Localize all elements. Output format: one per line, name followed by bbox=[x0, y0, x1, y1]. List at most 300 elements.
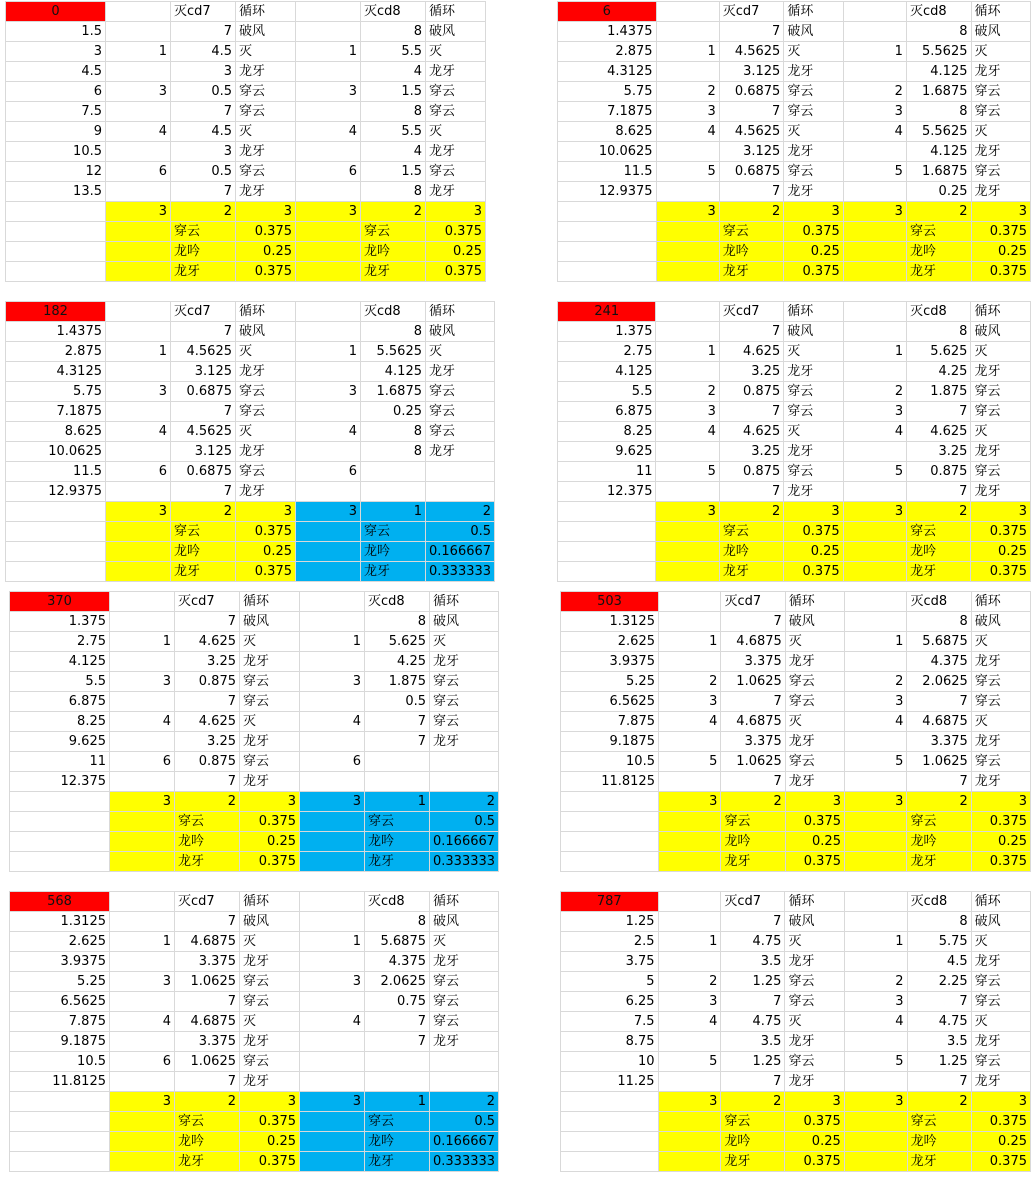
summary-pad-cell[interactable] bbox=[110, 1132, 175, 1152]
cd8-value-cell[interactable]: 1.875 bbox=[365, 672, 430, 692]
cd7-value-cell[interactable]: 0.5 bbox=[171, 82, 236, 102]
empty-cell[interactable] bbox=[561, 792, 659, 812]
cd8-value-cell[interactable]: 5.6875 bbox=[365, 932, 430, 952]
cd8-value-cell[interactable]: 4 bbox=[361, 142, 426, 162]
count8-cell[interactable]: 1 bbox=[300, 932, 365, 952]
summary-pad-cell[interactable] bbox=[110, 852, 175, 872]
count8-cell[interactable] bbox=[844, 1032, 907, 1052]
stat-label-cell[interactable]: 龙牙 bbox=[907, 1152, 971, 1172]
cycle8-cell[interactable] bbox=[426, 462, 495, 482]
cd7-value-cell[interactable]: 3.375 bbox=[721, 732, 785, 752]
cd7-value-cell[interactable]: 0.875 bbox=[175, 672, 240, 692]
cycle7-cell[interactable]: 龙牙 bbox=[784, 362, 843, 382]
count7-cell[interactable]: 1 bbox=[106, 42, 171, 62]
cd7-value-cell[interactable]: 7 bbox=[719, 482, 783, 502]
empty-cell[interactable] bbox=[561, 852, 659, 872]
time-cell[interactable]: 6.875 bbox=[558, 402, 656, 422]
count7-cell[interactable] bbox=[656, 482, 719, 502]
cycle7-cell[interactable]: 穿云 bbox=[236, 402, 296, 422]
count7-cell[interactable] bbox=[656, 362, 719, 382]
time-cell[interactable]: 10.0625 bbox=[6, 442, 106, 462]
stat-value-cell[interactable]: 0.333333 bbox=[430, 1152, 499, 1172]
count7-cell[interactable]: 6 bbox=[106, 162, 171, 182]
cycle7-cell[interactable]: 龙牙 bbox=[236, 142, 296, 162]
cd7-value-cell[interactable]: 4.5625 bbox=[719, 122, 784, 142]
cd7-value-cell[interactable]: 0.6875 bbox=[171, 382, 236, 402]
count7-cell[interactable] bbox=[656, 442, 719, 462]
summary-pad-cell[interactable] bbox=[106, 222, 171, 242]
cd7-value-cell[interactable]: 7 bbox=[175, 692, 240, 712]
count8-cell[interactable]: 4 bbox=[300, 712, 365, 732]
count-cell[interactable]: 3 bbox=[658, 792, 720, 812]
cd8-value-cell[interactable] bbox=[365, 752, 430, 772]
cd8-value-cell[interactable]: 3.5 bbox=[907, 1032, 971, 1052]
cycle8-cell[interactable]: 穿云 bbox=[430, 692, 499, 712]
time-cell[interactable]: 7.875 bbox=[10, 1012, 110, 1032]
stat-value-cell[interactable]: 0.375 bbox=[240, 812, 300, 832]
cd7-value-cell[interactable]: 7 bbox=[171, 482, 236, 502]
stat-value-cell[interactable]: 0.333333 bbox=[430, 852, 499, 872]
cd7-value-cell[interactable]: 7 bbox=[719, 322, 783, 342]
stat-value-cell[interactable]: 0.25 bbox=[240, 1132, 300, 1152]
header-cd8[interactable]: 灭cd8 bbox=[907, 892, 971, 912]
empty-cell[interactable] bbox=[843, 302, 906, 322]
time-cell[interactable]: 9 bbox=[6, 122, 106, 142]
count7-cell[interactable] bbox=[106, 402, 171, 422]
summary-pad-cell[interactable] bbox=[844, 832, 906, 852]
header-cd8[interactable]: 灭cd8 bbox=[907, 592, 971, 612]
time-cell[interactable]: 4.125 bbox=[10, 652, 110, 672]
time-cell[interactable]: 3 bbox=[6, 42, 106, 62]
header-cd7[interactable]: 灭cd7 bbox=[171, 2, 236, 22]
cycle7-cell[interactable]: 穿云 bbox=[785, 692, 844, 712]
empty-cell[interactable] bbox=[561, 812, 659, 832]
cycle8-cell[interactable]: 穿云 bbox=[971, 462, 1031, 482]
cd8-value-cell[interactable] bbox=[365, 772, 430, 792]
cycle8-cell[interactable]: 灭 bbox=[971, 932, 1030, 952]
cd7-value-cell[interactable]: 3.25 bbox=[175, 652, 240, 672]
count8-cell[interactable] bbox=[300, 1032, 365, 1052]
cd8-value-cell[interactable]: 7 bbox=[365, 712, 430, 732]
cycle8-cell[interactable]: 穿云 bbox=[426, 422, 495, 442]
count-cell[interactable]: 3 bbox=[296, 202, 361, 222]
cycle8-cell[interactable]: 灭 bbox=[430, 932, 499, 952]
count7-cell[interactable]: 6 bbox=[110, 1052, 175, 1072]
cd8-value-cell[interactable]: 5.5625 bbox=[361, 342, 426, 362]
cycle8-cell[interactable]: 穿云 bbox=[971, 402, 1031, 422]
cd7-value-cell[interactable]: 3.25 bbox=[719, 442, 783, 462]
count7-cell[interactable]: 3 bbox=[658, 692, 720, 712]
count7-cell[interactable] bbox=[110, 772, 175, 792]
cycle7-cell[interactable]: 龙牙 bbox=[784, 62, 843, 82]
cd8-value-cell[interactable]: 8 bbox=[907, 612, 971, 632]
count7-cell[interactable] bbox=[110, 1072, 175, 1092]
count8-cell[interactable]: 3 bbox=[844, 692, 906, 712]
cycle8-cell[interactable]: 破风 bbox=[971, 912, 1030, 932]
time-cell[interactable]: 7.875 bbox=[561, 712, 659, 732]
time-cell[interactable]: 9.1875 bbox=[10, 1032, 110, 1052]
cycle7-cell[interactable]: 灭 bbox=[784, 122, 843, 142]
time-cell[interactable]: 13.5 bbox=[6, 182, 106, 202]
empty-cell[interactable] bbox=[561, 1112, 659, 1132]
count7-cell[interactable]: 2 bbox=[656, 382, 719, 402]
cd7-value-cell[interactable]: 7 bbox=[175, 912, 240, 932]
stat-label-cell[interactable]: 穿云 bbox=[175, 812, 240, 832]
count-cell[interactable]: 3 bbox=[785, 1092, 844, 1112]
cd8-value-cell[interactable]: 4.25 bbox=[365, 652, 430, 672]
cycle8-cell[interactable]: 龙牙 bbox=[971, 952, 1030, 972]
count-cell[interactable]: 3 bbox=[658, 1092, 721, 1112]
cycle7-cell[interactable]: 灭 bbox=[240, 932, 300, 952]
count-cell[interactable]: 3 bbox=[785, 792, 844, 812]
empty-cell[interactable] bbox=[10, 812, 110, 832]
summary-pad-cell[interactable] bbox=[658, 1152, 721, 1172]
cd7-value-cell[interactable]: 4.5 bbox=[171, 122, 236, 142]
cycle7-cell[interactable]: 龙牙 bbox=[784, 182, 843, 202]
stat-value-cell[interactable]: 0.25 bbox=[236, 542, 296, 562]
cycle8-cell[interactable]: 龙牙 bbox=[971, 1072, 1030, 1092]
stat-value-cell[interactable]: 0.375 bbox=[784, 262, 843, 282]
count-cell[interactable]: 3 bbox=[296, 502, 361, 522]
cycle8-cell[interactable]: 穿云 bbox=[426, 162, 486, 182]
count8-cell[interactable] bbox=[300, 1072, 365, 1092]
cycle8-cell[interactable]: 穿云 bbox=[426, 102, 486, 122]
count8-cell[interactable]: 1 bbox=[844, 632, 906, 652]
cd8-value-cell[interactable] bbox=[365, 1072, 430, 1092]
cd7-value-cell[interactable]: 3.125 bbox=[171, 442, 236, 462]
count-cell[interactable]: 1 bbox=[365, 792, 430, 812]
count8-cell[interactable]: 5 bbox=[844, 1052, 907, 1072]
count7-cell[interactable] bbox=[110, 1032, 175, 1052]
cycle7-cell[interactable]: 龙牙 bbox=[785, 772, 844, 792]
cycle8-cell[interactable]: 龙牙 bbox=[426, 182, 486, 202]
cd7-value-cell[interactable]: 4.5625 bbox=[719, 42, 784, 62]
cycle7-cell[interactable]: 龙牙 bbox=[240, 652, 300, 672]
count7-cell[interactable]: 1 bbox=[110, 632, 175, 652]
cycle8-cell[interactable]: 龙牙 bbox=[971, 142, 1031, 162]
stat-value-cell[interactable]: 0.375 bbox=[971, 222, 1031, 242]
empty-cell[interactable] bbox=[658, 892, 721, 912]
cd8-value-cell[interactable]: 8 bbox=[361, 22, 426, 42]
cd8-value-cell[interactable]: 5.5 bbox=[361, 122, 426, 142]
stat-label-cell[interactable]: 龙牙 bbox=[721, 1152, 785, 1172]
summary-pad-cell[interactable] bbox=[658, 1132, 721, 1152]
count7-cell[interactable]: 1 bbox=[658, 632, 720, 652]
count8-cell[interactable] bbox=[296, 442, 361, 462]
header-cycle[interactable]: 循环 bbox=[240, 592, 300, 612]
cd8-value-cell[interactable] bbox=[365, 1052, 430, 1072]
count8-cell[interactable]: 1 bbox=[843, 342, 906, 362]
cycle7-cell[interactable]: 破风 bbox=[784, 322, 843, 342]
count8-cell[interactable] bbox=[296, 62, 361, 82]
cycle7-cell[interactable]: 灭 bbox=[240, 712, 300, 732]
time-cell[interactable]: 3.9375 bbox=[561, 652, 659, 672]
cycle7-cell[interactable]: 龙牙 bbox=[785, 952, 844, 972]
stat-label-cell[interactable]: 穿云 bbox=[719, 222, 784, 242]
cycle8-cell[interactable]: 穿云 bbox=[971, 752, 1030, 772]
time-cell[interactable]: 12.9375 bbox=[558, 182, 657, 202]
count8-cell[interactable]: 3 bbox=[300, 672, 365, 692]
count8-cell[interactable] bbox=[843, 362, 906, 382]
count-cell[interactable]: 3 bbox=[106, 202, 171, 222]
cycle7-cell[interactable]: 灭 bbox=[240, 632, 300, 652]
summary-pad-cell[interactable] bbox=[658, 1112, 721, 1132]
count-cell[interactable]: 3 bbox=[240, 1092, 300, 1112]
cd8-value-cell[interactable]: 4.375 bbox=[365, 952, 430, 972]
time-cell[interactable]: 1.5 bbox=[6, 22, 106, 42]
count-cell[interactable]: 3 bbox=[300, 1092, 365, 1112]
stat-label-cell[interactable]: 龙牙 bbox=[365, 852, 430, 872]
count7-cell[interactable]: 2 bbox=[658, 672, 720, 692]
cd8-value-cell[interactable]: 5.625 bbox=[365, 632, 430, 652]
count7-cell[interactable]: 4 bbox=[110, 1012, 175, 1032]
header-cd8[interactable]: 灭cd8 bbox=[365, 892, 430, 912]
stat-label-cell[interactable]: 穿云 bbox=[907, 812, 971, 832]
count7-cell[interactable] bbox=[658, 1032, 721, 1052]
cycle7-cell[interactable]: 龙牙 bbox=[240, 952, 300, 972]
count7-cell[interactable]: 4 bbox=[656, 122, 719, 142]
time-cell[interactable]: 9.1875 bbox=[561, 732, 659, 752]
cd7-value-cell[interactable]: 3.25 bbox=[175, 732, 240, 752]
count8-cell[interactable] bbox=[844, 612, 906, 632]
stat-label-cell[interactable]: 龙吟 bbox=[175, 832, 240, 852]
stat-label-cell[interactable]: 龙吟 bbox=[365, 832, 430, 852]
count-cell[interactable]: 2 bbox=[175, 1092, 240, 1112]
cd7-value-cell[interactable]: 3.5 bbox=[721, 952, 785, 972]
summary-pad-cell[interactable] bbox=[843, 522, 906, 542]
time-cell[interactable]: 8.25 bbox=[10, 712, 110, 732]
time-cell[interactable]: 11.5 bbox=[558, 162, 657, 182]
header-cd8[interactable]: 灭cd8 bbox=[907, 302, 971, 322]
cycle7-cell[interactable]: 灭 bbox=[784, 342, 843, 362]
count7-cell[interactable] bbox=[106, 442, 171, 462]
cd7-value-cell[interactable]: 4.6875 bbox=[175, 1012, 240, 1032]
count8-cell[interactable] bbox=[844, 732, 906, 752]
cycle8-cell[interactable]: 穿云 bbox=[426, 382, 495, 402]
stat-value-cell[interactable]: 0.375 bbox=[236, 222, 296, 242]
cd7-value-cell[interactable]: 7 bbox=[721, 912, 785, 932]
stat-value-cell[interactable]: 0.25 bbox=[971, 832, 1030, 852]
cd7-value-cell[interactable]: 3.5 bbox=[721, 1032, 785, 1052]
time-cell[interactable]: 5.75 bbox=[558, 82, 657, 102]
stat-value-cell[interactable]: 0.5 bbox=[426, 522, 495, 542]
count8-cell[interactable] bbox=[300, 692, 365, 712]
cd8-value-cell[interactable]: 4.125 bbox=[906, 62, 971, 82]
stat-value-cell[interactable]: 0.375 bbox=[426, 222, 486, 242]
stat-value-cell[interactable]: 0.166667 bbox=[426, 542, 495, 562]
summary-pad-cell[interactable] bbox=[110, 1152, 175, 1172]
header-cd8[interactable]: 灭cd8 bbox=[906, 2, 971, 22]
cd7-value-cell[interactable]: 0.6875 bbox=[171, 462, 236, 482]
empty-cell[interactable] bbox=[558, 202, 657, 222]
time-cell[interactable]: 1.375 bbox=[10, 612, 110, 632]
stat-value-cell[interactable]: 0.375 bbox=[240, 1152, 300, 1172]
count7-cell[interactable]: 5 bbox=[656, 462, 719, 482]
stat-value-cell[interactable]: 0.25 bbox=[971, 1132, 1030, 1152]
cycle8-cell[interactable]: 龙牙 bbox=[426, 442, 495, 462]
count8-cell[interactable] bbox=[296, 402, 361, 422]
count7-cell[interactable]: 3 bbox=[106, 382, 171, 402]
count8-cell[interactable] bbox=[300, 612, 365, 632]
stat-label-cell[interactable]: 穿云 bbox=[906, 222, 971, 242]
cd8-value-cell[interactable]: 2.25 bbox=[907, 972, 971, 992]
summary-pad-cell[interactable] bbox=[300, 1132, 365, 1152]
count8-cell[interactable]: 2 bbox=[843, 382, 906, 402]
summary-pad-cell[interactable] bbox=[658, 812, 720, 832]
summary-pad-cell[interactable] bbox=[300, 852, 365, 872]
block-id-cell[interactable]: 370 bbox=[10, 592, 110, 612]
cycle7-cell[interactable]: 穿云 bbox=[240, 752, 300, 772]
time-cell[interactable]: 8.625 bbox=[558, 122, 657, 142]
header-cycle[interactable]: 循环 bbox=[240, 892, 300, 912]
stat-value-cell[interactable]: 0.375 bbox=[971, 262, 1031, 282]
cycle8-cell[interactable]: 穿云 bbox=[430, 1012, 499, 1032]
stat-value-cell[interactable]: 0.5 bbox=[430, 812, 499, 832]
cycle8-cell[interactable]: 穿云 bbox=[430, 972, 499, 992]
header-cycle[interactable]: 循环 bbox=[784, 2, 843, 22]
time-cell[interactable]: 5.5 bbox=[10, 672, 110, 692]
stat-label-cell[interactable]: 龙吟 bbox=[907, 542, 971, 562]
cycle7-cell[interactable]: 破风 bbox=[236, 322, 296, 342]
stat-label-cell[interactable]: 龙牙 bbox=[721, 852, 785, 872]
stat-value-cell[interactable]: 0.375 bbox=[785, 1152, 844, 1172]
summary-pad-cell[interactable] bbox=[296, 262, 361, 282]
count7-cell[interactable] bbox=[656, 142, 719, 162]
stat-label-cell[interactable]: 龙吟 bbox=[907, 1132, 971, 1152]
cycle7-cell[interactable]: 灭 bbox=[785, 932, 844, 952]
stat-label-cell[interactable]: 龙牙 bbox=[171, 262, 236, 282]
cycle8-cell[interactable]: 穿云 bbox=[971, 972, 1030, 992]
cycle8-cell[interactable]: 灭 bbox=[971, 122, 1031, 142]
cycle8-cell[interactable]: 灭 bbox=[426, 122, 486, 142]
empty-cell[interactable] bbox=[300, 592, 365, 612]
stat-label-cell[interactable]: 龙牙 bbox=[365, 1152, 430, 1172]
count-cell[interactable]: 3 bbox=[971, 202, 1031, 222]
count8-cell[interactable] bbox=[300, 952, 365, 972]
header-cd7[interactable]: 灭cd7 bbox=[175, 592, 240, 612]
summary-pad-cell[interactable] bbox=[844, 852, 906, 872]
stat-label-cell[interactable]: 穿云 bbox=[361, 522, 426, 542]
empty-cell[interactable] bbox=[10, 1152, 110, 1172]
summary-pad-cell[interactable] bbox=[106, 562, 171, 582]
cycle7-cell[interactable]: 穿云 bbox=[240, 692, 300, 712]
empty-cell[interactable] bbox=[6, 202, 106, 222]
cd8-value-cell[interactable]: 7 bbox=[907, 1072, 971, 1092]
time-cell[interactable]: 6 bbox=[6, 82, 106, 102]
cycle8-cell[interactable]: 灭 bbox=[971, 712, 1030, 732]
cd7-value-cell[interactable]: 7 bbox=[171, 322, 236, 342]
summary-pad-cell[interactable] bbox=[106, 542, 171, 562]
summary-pad-cell[interactable] bbox=[658, 832, 720, 852]
cd8-value-cell[interactable]: 3.375 bbox=[907, 732, 971, 752]
cd8-value-cell[interactable]: 8 bbox=[906, 22, 971, 42]
stat-value-cell[interactable]: 0.375 bbox=[426, 262, 486, 282]
cycle7-cell[interactable]: 龙牙 bbox=[240, 732, 300, 752]
stat-label-cell[interactable]: 穿云 bbox=[365, 812, 430, 832]
header-cycle[interactable]: 循环 bbox=[426, 302, 495, 322]
count8-cell[interactable] bbox=[300, 912, 365, 932]
header-cycle[interactable]: 循环 bbox=[971, 892, 1030, 912]
count7-cell[interactable] bbox=[658, 652, 720, 672]
cd7-value-cell[interactable]: 7 bbox=[171, 102, 236, 122]
cycle7-cell[interactable]: 穿云 bbox=[236, 382, 296, 402]
cycle7-cell[interactable]: 龙牙 bbox=[784, 442, 843, 462]
empty-cell[interactable] bbox=[844, 592, 906, 612]
summary-pad-cell[interactable] bbox=[656, 222, 719, 242]
empty-cell[interactable] bbox=[10, 1112, 110, 1132]
header-cycle[interactable]: 循环 bbox=[971, 592, 1030, 612]
count7-cell[interactable] bbox=[110, 992, 175, 1012]
empty-cell[interactable] bbox=[10, 832, 110, 852]
count7-cell[interactable] bbox=[656, 322, 719, 342]
cycle7-cell[interactable]: 灭 bbox=[785, 712, 844, 732]
count-cell[interactable]: 3 bbox=[843, 502, 906, 522]
header-cd7[interactable]: 灭cd7 bbox=[721, 592, 785, 612]
cycle7-cell[interactable]: 灭 bbox=[785, 632, 844, 652]
count-cell[interactable]: 3 bbox=[106, 502, 171, 522]
time-cell[interactable]: 2.625 bbox=[561, 632, 659, 652]
cycle8-cell[interactable] bbox=[430, 1052, 499, 1072]
count8-cell[interactable]: 4 bbox=[844, 712, 906, 732]
cd8-value-cell[interactable]: 1.5 bbox=[361, 162, 426, 182]
count8-cell[interactable]: 2 bbox=[844, 672, 906, 692]
count7-cell[interactable] bbox=[106, 482, 171, 502]
stat-value-cell[interactable]: 0.25 bbox=[784, 542, 843, 562]
stat-value-cell[interactable]: 0.25 bbox=[784, 242, 843, 262]
summary-pad-cell[interactable] bbox=[658, 852, 720, 872]
empty-cell[interactable] bbox=[110, 592, 175, 612]
cd8-value-cell[interactable]: 4 bbox=[361, 62, 426, 82]
stat-value-cell[interactable]: 0.375 bbox=[785, 1112, 844, 1132]
count7-cell[interactable]: 1 bbox=[106, 342, 171, 362]
cycle8-cell[interactable]: 破风 bbox=[971, 612, 1030, 632]
cd8-value-cell[interactable]: 4.25 bbox=[907, 362, 971, 382]
count8-cell[interactable]: 4 bbox=[296, 422, 361, 442]
time-cell[interactable]: 12 bbox=[6, 162, 106, 182]
cd7-value-cell[interactable]: 7 bbox=[175, 772, 240, 792]
count8-cell[interactable]: 1 bbox=[296, 42, 361, 62]
stat-label-cell[interactable]: 穿云 bbox=[171, 522, 236, 542]
cd8-value-cell[interactable]: 4.125 bbox=[361, 362, 426, 382]
empty-cell[interactable] bbox=[843, 2, 906, 22]
cycle7-cell[interactable]: 龙牙 bbox=[236, 62, 296, 82]
count8-cell[interactable]: 3 bbox=[844, 992, 907, 1012]
count8-cell[interactable] bbox=[296, 322, 361, 342]
cd7-value-cell[interactable]: 1.0625 bbox=[175, 1052, 240, 1072]
time-cell[interactable]: 6.25 bbox=[561, 992, 659, 1012]
count8-cell[interactable]: 4 bbox=[843, 422, 906, 442]
cd8-value-cell[interactable]: 7 bbox=[365, 732, 430, 752]
count-cell[interactable]: 3 bbox=[844, 792, 906, 812]
cycle7-cell[interactable]: 穿云 bbox=[236, 102, 296, 122]
count7-cell[interactable]: 6 bbox=[106, 462, 171, 482]
cd7-value-cell[interactable]: 4.625 bbox=[175, 632, 240, 652]
stat-label-cell[interactable]: 穿云 bbox=[361, 222, 426, 242]
count-cell[interactable]: 2 bbox=[907, 792, 971, 812]
count7-cell[interactable]: 4 bbox=[110, 712, 175, 732]
stat-label-cell[interactable]: 龙吟 bbox=[175, 1132, 240, 1152]
cd7-value-cell[interactable]: 4.625 bbox=[719, 342, 783, 362]
count8-cell[interactable]: 6 bbox=[300, 752, 365, 772]
cycle7-cell[interactable]: 破风 bbox=[784, 22, 843, 42]
cd7-value-cell[interactable]: 7 bbox=[175, 992, 240, 1012]
cycle8-cell[interactable]: 穿云 bbox=[971, 102, 1031, 122]
cd8-value-cell[interactable]: 4.5 bbox=[907, 952, 971, 972]
cycle8-cell[interactable]: 穿云 bbox=[971, 992, 1030, 1012]
stat-label-cell[interactable]: 龙吟 bbox=[906, 242, 971, 262]
empty-cell[interactable] bbox=[6, 542, 106, 562]
stat-label-cell[interactable]: 龙吟 bbox=[719, 242, 784, 262]
